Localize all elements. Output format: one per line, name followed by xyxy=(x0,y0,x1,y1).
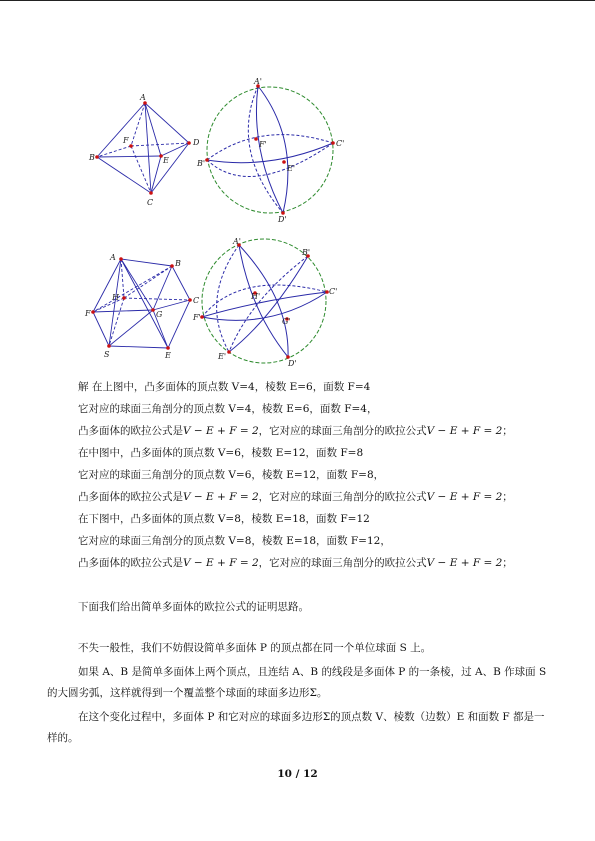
text-line-4: 在中图中，凸多面体的顶点数 V=6，棱数 E=12，面数 F=8 xyxy=(78,447,364,459)
label-bl-4: F xyxy=(85,309,91,318)
label-tl-1: D xyxy=(193,138,200,147)
paragraph-3: 在这个变化过程中，多面体 P 和它对应的球面多边形Σ的顶点数 V、棱数（边数）E 和面数 F 都是一样的。 xyxy=(47,711,545,744)
euler-formula: V − E + F = 2 xyxy=(426,557,503,569)
paragraph-2: 如果 A、B 是简单多面体上两个顶点，且连结 A、B 的线段是多面体 P 的一条棱，过 A、B 作球面 S 的大圆劣弧，这样就得到一个覆盖整个球面的球面多边形Σ。 xyxy=(47,666,547,699)
sphere-bottom-right xyxy=(200,239,329,363)
label-bl-0: A xyxy=(110,253,116,262)
label-br-1: B' xyxy=(302,248,311,257)
sphere-top-right xyxy=(205,84,335,215)
label-tr-1: C' xyxy=(336,139,345,148)
label-br-4: F' xyxy=(193,313,201,322)
label-br-0: A' xyxy=(233,237,241,246)
text-line-5: 它对应的球面三角剖分的顶点数 V=6，棱数 E=12，面数 F=8， xyxy=(78,469,385,481)
label-bl-7: E xyxy=(165,351,171,360)
label-tl-0: A xyxy=(140,93,146,102)
page-number: 10 / 12 xyxy=(277,768,318,780)
label-bl-3: C xyxy=(193,296,200,305)
label-bl-2: H xyxy=(112,293,119,302)
label-bl-1: B xyxy=(175,259,181,268)
label-tr-0: A' xyxy=(254,77,262,86)
text-line-6: 凸多面体的欧拉公式是V − E + F = 2，它对应的球面三角剖分的欧拉公式V − E + F = 2； xyxy=(78,491,513,503)
text-line-9: 凸多面体的欧拉公式是V − E + F = 2，它对应的球面三角剖分的欧拉公式V − E + F = 2； xyxy=(78,557,513,569)
label-tl-3: F xyxy=(123,136,129,145)
paragraph-1: 不失一般性，我们不妨假设简单多面体 P 的顶点都在同一个单位球面 S 上。 xyxy=(78,642,432,654)
label-tr-3: F' xyxy=(259,140,267,149)
polyhedron-top-left xyxy=(97,103,189,193)
euler-formula: V − E + F = 2 xyxy=(426,491,503,503)
label-br-7: D' xyxy=(288,359,297,368)
label-br-2: H' xyxy=(251,292,261,301)
label-tl-2: B xyxy=(89,153,95,162)
text-line-2: 它对应的球面三角剖分的顶点数 V=4，棱数 E=6，面数 F=4， xyxy=(78,403,378,415)
intro-line: 下面我们给出简单多面体的欧拉公式的证明思路。 xyxy=(78,601,309,613)
text-line-8: 它对应的球面三角剖分的顶点数 V=8，棱数 E=18，面数 F=12， xyxy=(78,535,391,547)
label-br-3: C' xyxy=(329,287,338,296)
label-tl-4: E xyxy=(163,156,169,165)
label-bl-5: G xyxy=(156,310,163,319)
text-line-7: 在下图中，凸多面体的顶点数 V=8，棱数 E=18，面数 F=12 xyxy=(78,513,370,525)
euler-formula: V − E + F = 2 xyxy=(183,557,259,569)
euler-formula: V − E + F = 2 xyxy=(183,491,259,503)
label-bl-6: S xyxy=(104,350,110,359)
text-line-1: 解 在上图中，凸多面体的顶点数 V=4，棱数 E=6，面数 F=4 xyxy=(78,381,371,393)
label-br-5: G' xyxy=(282,317,291,326)
figures xyxy=(0,0,595,370)
label-tl-5: C xyxy=(147,198,154,207)
vertices-top-left xyxy=(95,101,191,195)
label-tr-4: E' xyxy=(287,164,296,173)
label-tr-5: D' xyxy=(278,215,287,224)
polyhedron-bottom-left xyxy=(93,259,190,348)
label-tr-2: B' xyxy=(197,159,206,168)
text-line-3: 凸多面体的欧拉公式是V − E + F = 2，它对应的球面三角剖分的欧拉公式V − E + F = 2； xyxy=(78,425,513,437)
euler-formula: V − E + F = 2 xyxy=(183,425,259,437)
label-br-6: E' xyxy=(218,352,227,361)
euler-formula: V − E + F = 2 xyxy=(426,425,503,437)
